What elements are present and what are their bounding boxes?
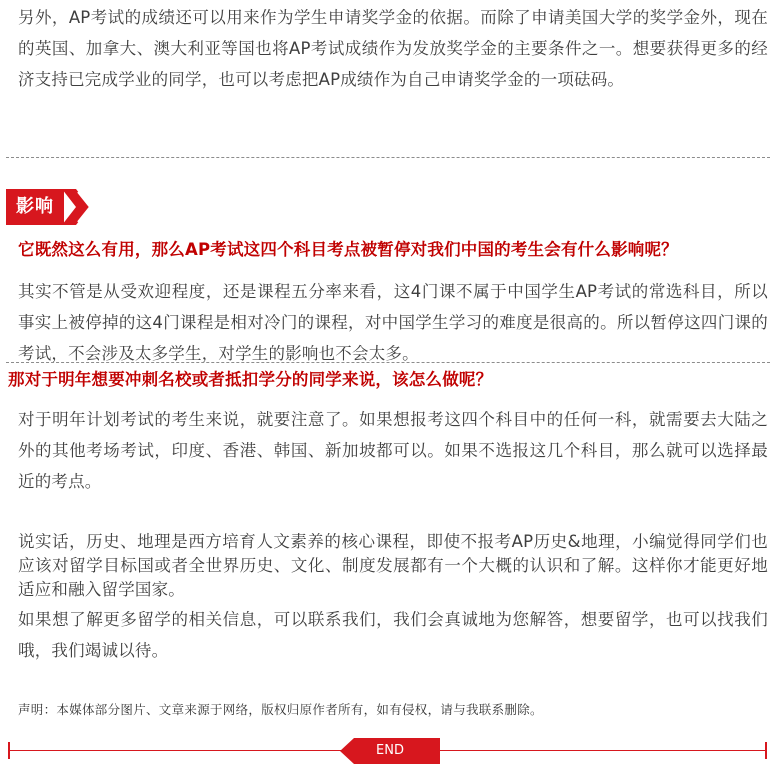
question-heading: 那对于明年想要冲刺名校或者抵扣学分的同学来说，该怎么做呢？	[8, 370, 493, 389]
end-divider-line	[10, 750, 350, 751]
end-divider-line	[436, 750, 766, 751]
answer-paragraph: 对于明年计划考试的考生来说，就要注意了。如果想报考这四个科目中的任何一科，就需要去大陆之外的其他考场考试，印度、香港、韩国、新加坡都可以。如果不选报这几个科目，那么就可以选择最近的考点。	[18, 410, 768, 491]
question-divider	[6, 362, 770, 363]
question-heading: 它既然这么有用，那么AP考试这四个科目考点被暂停对我们中国的考生会有什么影响呢？	[18, 240, 678, 259]
advice-paragraph: 说实话，历史、地理是西方培育人文素养的核心课程，即使不报考AP历史&地理，小编觉得同学们也应该对留学目标国或者全世界历史、文化、制度发展都有一个大概的认识和了解。这样你才能更好地适应和融入留学国家。	[18, 532, 768, 599]
section-label: 影响	[6, 189, 64, 225]
copyright-disclaimer: 声明：本媒体部分图片、文章来源于网络，版权归原作者所有，如有侵权，请与我联系删除。	[18, 702, 543, 717]
section-divider	[6, 157, 770, 158]
end-divider-tick	[765, 742, 767, 759]
end-label: END	[376, 743, 404, 758]
answer-paragraph: 其实不管是从受欢迎程度，还是课程五分率来看，这4门课不属于中国学生AP考试的常选科目，所以事实上被停掉的这4门课程是相对冷门的课程，对中国学生学习的难度是很高的。所以暂停这四门课的考试，不会涉及太多学生，对学生的影响也不会太多。	[18, 282, 768, 363]
chevron-right-icon	[62, 189, 92, 225]
contact-paragraph: 如果想了解更多留学的相关信息，可以联系我们，我们会真诚地为您解答，想要留学，也可以找我们哦，我们竭诚以待。	[18, 610, 768, 660]
intro-paragraph: 另外，AP考试的成绩还可以用来作为学生申请奖学金的依据。而除了申请美国大学的奖学金外，现在的英国、加拿大、澳大利亚等国也将AP考试成绩作为发放奖学金的主要条件之一。想要获得更多的经济支持已完成学业的同学，也可以考虑把AP成绩作为自己申请奖学金的一项砝码。	[18, 8, 768, 89]
